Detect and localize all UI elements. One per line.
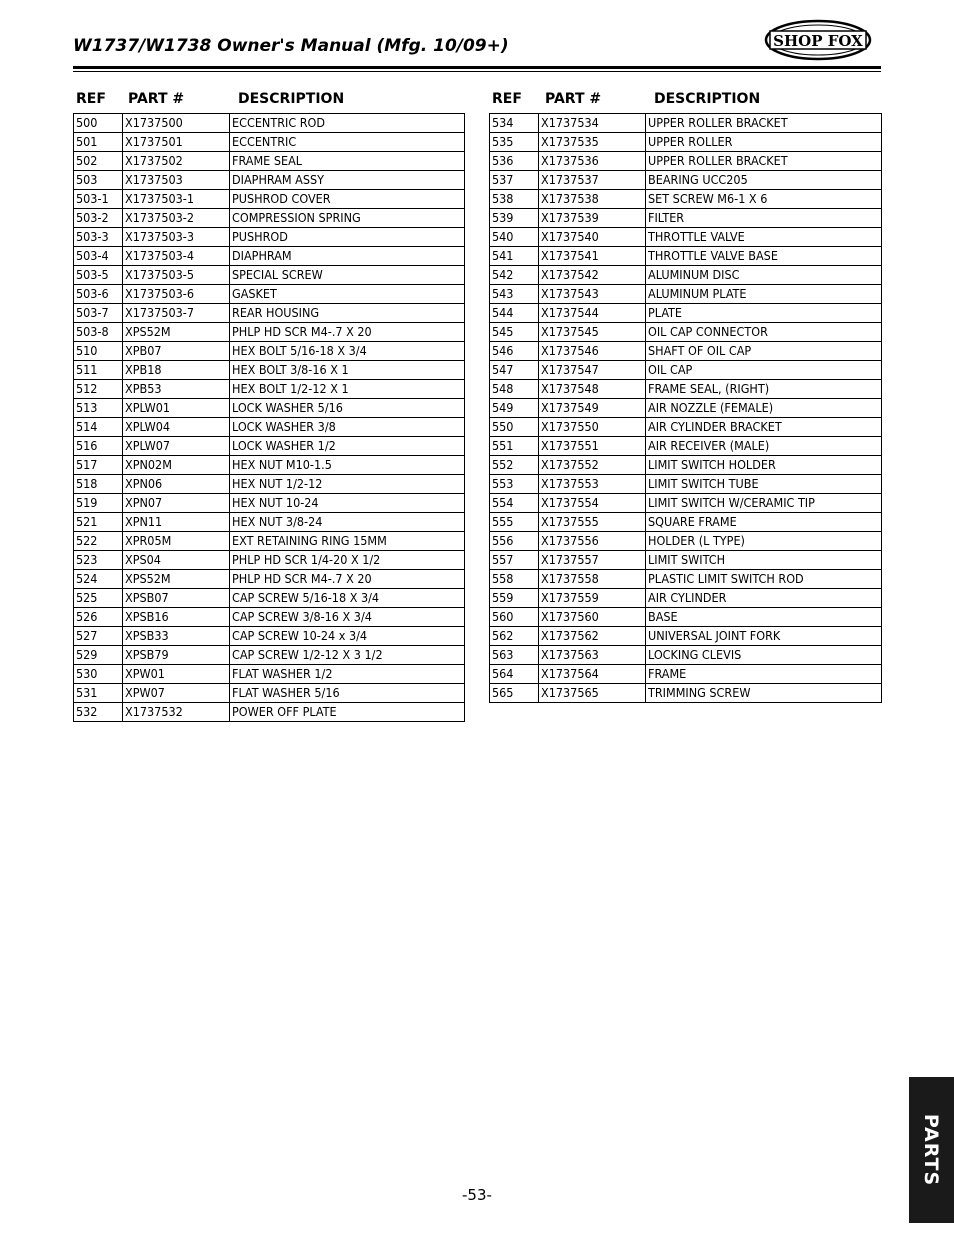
description-cell: HEX BOLT 3/8-16 X 1 — [230, 361, 465, 380]
table-row — [74, 266, 465, 285]
ref-cell: 551 — [490, 437, 539, 456]
part-number-cell: X1737563 — [539, 646, 646, 665]
table-row — [74, 684, 465, 703]
parts-table-left — [73, 90, 465, 722]
part-number-cell: X1737541 — [539, 247, 646, 266]
description-cell: HEX NUT 3/8-24 — [230, 513, 465, 532]
ref-cell: 516 — [74, 437, 123, 456]
table-row — [74, 380, 465, 399]
ref-cell: 510 — [74, 342, 123, 361]
table-row — [490, 513, 882, 532]
part-number-cell: X1737503-3 — [123, 228, 230, 247]
table-row — [490, 399, 882, 418]
description-cell: PUSHROD — [230, 228, 465, 247]
ref-cell: 524 — [74, 570, 123, 589]
table-row — [74, 608, 465, 627]
description-cell: PUSHROD COVER — [230, 190, 465, 209]
table-row — [490, 228, 882, 247]
description-cell: PHLP HD SCR M4-.7 X 20 — [230, 323, 465, 342]
section-tab — [909, 1077, 954, 1223]
description-cell: LIMIT SWITCH — [646, 551, 882, 570]
part-number-cell: X1737503-2 — [123, 209, 230, 228]
description-cell: UPPER ROLLER — [646, 133, 882, 152]
table-row — [74, 171, 465, 190]
ref-cell: 503-5 — [74, 266, 123, 285]
ref-cell: 512 — [74, 380, 123, 399]
description-cell: FRAME — [646, 665, 882, 684]
ref-cell: 503-2 — [74, 209, 123, 228]
shop-fox-logo — [764, 19, 872, 61]
parts-table-right — [489, 90, 882, 703]
description-cell: THROTTLE VALVE BASE — [646, 247, 882, 266]
description-cell: AIR CYLINDER BRACKET — [646, 418, 882, 437]
part-number-cell: X1737545 — [539, 323, 646, 342]
ref-cell: 542 — [490, 266, 539, 285]
manual-title: W1737/W1738 Owner's Manual (Mfg. 10/09+) — [73, 36, 509, 56]
description-cell: CAP SCREW 3/8-16 X 3/4 — [230, 608, 465, 627]
description-cell: REAR HOUSING — [230, 304, 465, 323]
part-number-cell: X1737560 — [539, 608, 646, 627]
part-number-cell: X1737501 — [123, 133, 230, 152]
ref-cell: 518 — [74, 475, 123, 494]
part-number-cell: XPW07 — [123, 684, 230, 703]
description-cell: ECCENTRIC — [230, 133, 465, 152]
part-number-cell: XPN06 — [123, 475, 230, 494]
ref-cell: 554 — [490, 494, 539, 513]
part-number-cell: X1737503-1 — [123, 190, 230, 209]
ref-cell: 530 — [74, 665, 123, 684]
description-cell: THROTTLE VALVE — [646, 228, 882, 247]
description-cell: CAP SCREW 1/2-12 X 3 1/2 — [230, 646, 465, 665]
table-row — [74, 437, 465, 456]
description-cell: SET SCREW M6-1 X 6 — [646, 190, 882, 209]
ref-cell: 547 — [490, 361, 539, 380]
description-cell: ECCENTRIC ROD — [230, 114, 465, 133]
table-row — [490, 589, 882, 608]
part-number-cell: XPLW07 — [123, 437, 230, 456]
description-cell: LIMIT SWITCH W/CERAMIC TIP — [646, 494, 882, 513]
part-number-cell: X1737502 — [123, 152, 230, 171]
table-row — [490, 361, 882, 380]
page-number: -53- — [462, 1186, 492, 1204]
description-cell: HEX BOLT 1/2-12 X 1 — [230, 380, 465, 399]
table-row — [74, 285, 465, 304]
table-row — [74, 513, 465, 532]
table-row — [74, 133, 465, 152]
description-cell: POWER OFF PLATE — [230, 703, 465, 722]
table-row — [490, 437, 882, 456]
ref-cell: 557 — [490, 551, 539, 570]
ref-cell: 525 — [74, 589, 123, 608]
part-number-cell: X1737548 — [539, 380, 646, 399]
table-row — [74, 646, 465, 665]
header-ref: REF — [492, 91, 522, 107]
description-cell: FRAME SEAL — [230, 152, 465, 171]
ref-cell: 503-4 — [74, 247, 123, 266]
table-row — [74, 703, 465, 722]
part-number-cell: X1737500 — [123, 114, 230, 133]
description-cell: FRAME SEAL, (RIGHT) — [646, 380, 882, 399]
table-row — [490, 418, 882, 437]
ref-cell: 558 — [490, 570, 539, 589]
table-row — [74, 361, 465, 380]
ref-cell: 523 — [74, 551, 123, 570]
table-row — [490, 532, 882, 551]
part-number-cell: X1737543 — [539, 285, 646, 304]
table-row — [490, 342, 882, 361]
description-cell: AIR CYLINDER — [646, 589, 882, 608]
ref-cell: 531 — [74, 684, 123, 703]
part-number-cell: XPN02M — [123, 456, 230, 475]
part-number-cell: X1737552 — [539, 456, 646, 475]
table-row — [490, 551, 882, 570]
table-row — [74, 209, 465, 228]
table-row — [490, 456, 882, 475]
header-part: PART # — [128, 91, 185, 107]
part-number-cell: X1737544 — [539, 304, 646, 323]
description-cell: PHLP HD SCR 1/4-20 X 1/2 — [230, 551, 465, 570]
ref-cell: 503-6 — [74, 285, 123, 304]
table-row — [74, 228, 465, 247]
description-cell: LIMIT SWITCH TUBE — [646, 475, 882, 494]
table-row — [74, 494, 465, 513]
header-description: DESCRIPTION — [654, 91, 761, 107]
description-cell: ALUMINUM PLATE — [646, 285, 882, 304]
description-cell: DIAPHRAM ASSY — [230, 171, 465, 190]
table-row — [490, 684, 882, 703]
section-tab-label: PARTS — [920, 1113, 942, 1187]
table-row — [74, 551, 465, 570]
description-cell: FLAT WASHER 5/16 — [230, 684, 465, 703]
table-row — [490, 475, 882, 494]
description-cell: PHLP HD SCR M4-.7 X 20 — [230, 570, 465, 589]
part-number-cell: X1737535 — [539, 133, 646, 152]
description-cell: DIAPHRAM — [230, 247, 465, 266]
table-row — [74, 399, 465, 418]
table-row — [490, 152, 882, 171]
part-number-cell: X1737503-7 — [123, 304, 230, 323]
table-row — [490, 570, 882, 589]
part-number-cell: X1737532 — [123, 703, 230, 722]
header-ref: REF — [76, 91, 106, 107]
table-row — [74, 532, 465, 551]
part-number-cell: X1737503-6 — [123, 285, 230, 304]
ref-cell: 522 — [74, 532, 123, 551]
ref-cell: 538 — [490, 190, 539, 209]
part-number-cell: XPS52M — [123, 570, 230, 589]
part-number-cell: X1737540 — [539, 228, 646, 247]
table-row — [490, 247, 882, 266]
part-number-cell: X1737536 — [539, 152, 646, 171]
description-cell: LOCK WASHER 1/2 — [230, 437, 465, 456]
description-cell: ALUMINUM DISC — [646, 266, 882, 285]
table-row — [490, 646, 882, 665]
parts-list-right — [489, 113, 882, 703]
table-row — [74, 323, 465, 342]
ref-cell: 543 — [490, 285, 539, 304]
table-row — [74, 190, 465, 209]
ref-cell: 537 — [490, 171, 539, 190]
table-row — [490, 608, 882, 627]
part-number-cell: X1737542 — [539, 266, 646, 285]
part-number-cell: XPW01 — [123, 665, 230, 684]
part-number-cell: XPSB79 — [123, 646, 230, 665]
ref-cell: 552 — [490, 456, 539, 475]
table-row — [74, 570, 465, 589]
part-number-cell: XPS52M — [123, 323, 230, 342]
ref-cell: 501 — [74, 133, 123, 152]
description-cell: HEX NUT M10-1.5 — [230, 456, 465, 475]
header-rule-thin — [73, 71, 881, 72]
ref-cell: 532 — [74, 703, 123, 722]
ref-cell: 514 — [74, 418, 123, 437]
ref-cell: 563 — [490, 646, 539, 665]
ref-cell: 521 — [74, 513, 123, 532]
ref-cell: 553 — [490, 475, 539, 494]
part-number-cell: X1737562 — [539, 627, 646, 646]
table-row — [490, 133, 882, 152]
table-row — [490, 171, 882, 190]
table-row — [490, 380, 882, 399]
description-cell: HEX NUT 1/2-12 — [230, 475, 465, 494]
description-cell: PLATE — [646, 304, 882, 323]
part-number-cell: X1737551 — [539, 437, 646, 456]
description-cell: SHAFT OF OIL CAP — [646, 342, 882, 361]
ref-cell: 548 — [490, 380, 539, 399]
ref-cell: 503-3 — [74, 228, 123, 247]
table-row — [74, 152, 465, 171]
ref-cell: 541 — [490, 247, 539, 266]
part-number-cell: XPLW04 — [123, 418, 230, 437]
description-cell: EXT RETAINING RING 15MM — [230, 532, 465, 551]
table-row — [74, 114, 465, 133]
part-number-cell: XPB18 — [123, 361, 230, 380]
part-number-cell: X1737557 — [539, 551, 646, 570]
description-cell: OIL CAP CONNECTOR — [646, 323, 882, 342]
ref-cell: 503-1 — [74, 190, 123, 209]
part-number-cell: X1737564 — [539, 665, 646, 684]
ref-cell: 536 — [490, 152, 539, 171]
description-cell: CAP SCREW 10-24 x 3/4 — [230, 627, 465, 646]
description-cell: AIR RECEIVER (MALE) — [646, 437, 882, 456]
part-number-cell: XPB53 — [123, 380, 230, 399]
ref-cell: 565 — [490, 684, 539, 703]
description-cell: SQUARE FRAME — [646, 513, 882, 532]
ref-cell: 549 — [490, 399, 539, 418]
ref-cell: 539 — [490, 209, 539, 228]
table-row — [490, 114, 882, 133]
table-row — [74, 456, 465, 475]
description-cell: CAP SCREW 5/16-18 X 3/4 — [230, 589, 465, 608]
part-number-cell: XPSB33 — [123, 627, 230, 646]
table-row — [74, 342, 465, 361]
ref-cell: 555 — [490, 513, 539, 532]
table-row — [490, 665, 882, 684]
description-cell: GASKET — [230, 285, 465, 304]
description-cell: PLASTIC LIMIT SWITCH ROD — [646, 570, 882, 589]
ref-cell: 550 — [490, 418, 539, 437]
ref-cell: 560 — [490, 608, 539, 627]
ref-cell: 562 — [490, 627, 539, 646]
ref-cell: 503 — [74, 171, 123, 190]
description-cell: BASE — [646, 608, 882, 627]
shop-fox-logo-graphic — [764, 19, 872, 61]
ref-cell: 519 — [74, 494, 123, 513]
description-cell: LOCKING CLEVIS — [646, 646, 882, 665]
description-cell: FLAT WASHER 1/2 — [230, 665, 465, 684]
ref-cell: 517 — [74, 456, 123, 475]
table-row — [74, 475, 465, 494]
column-headers-left — [73, 90, 465, 113]
ref-cell: 529 — [74, 646, 123, 665]
ref-cell: 500 — [74, 114, 123, 133]
table-row — [490, 190, 882, 209]
part-number-cell: XPR05M — [123, 532, 230, 551]
part-number-cell: XPLW01 — [123, 399, 230, 418]
part-number-cell: X1737503-4 — [123, 247, 230, 266]
part-number-cell: XPSB07 — [123, 589, 230, 608]
description-cell: HOLDER (L TYPE) — [646, 532, 882, 551]
logo-text: SHOP FOX — [773, 32, 863, 50]
ref-cell: 527 — [74, 627, 123, 646]
part-number-cell: X1737538 — [539, 190, 646, 209]
part-number-cell: X1737554 — [539, 494, 646, 513]
table-row — [490, 627, 882, 646]
part-number-cell: X1737556 — [539, 532, 646, 551]
ref-cell: 511 — [74, 361, 123, 380]
part-number-cell: X1737503 — [123, 171, 230, 190]
part-number-cell: X1737553 — [539, 475, 646, 494]
part-number-cell: X1737555 — [539, 513, 646, 532]
description-cell: LIMIT SWITCH HOLDER — [646, 456, 882, 475]
part-number-cell: X1737547 — [539, 361, 646, 380]
description-cell: LOCK WASHER 3/8 — [230, 418, 465, 437]
part-number-cell: X1737565 — [539, 684, 646, 703]
part-number-cell: X1737539 — [539, 209, 646, 228]
header-description: DESCRIPTION — [238, 91, 345, 107]
ref-cell: 534 — [490, 114, 539, 133]
description-cell: OIL CAP — [646, 361, 882, 380]
ref-cell: 540 — [490, 228, 539, 247]
header-rule-thick — [73, 66, 881, 69]
table-row — [490, 304, 882, 323]
table-row — [74, 665, 465, 684]
ref-cell: 559 — [490, 589, 539, 608]
description-cell: UPPER ROLLER BRACKET — [646, 152, 882, 171]
description-cell: BEARING UCC205 — [646, 171, 882, 190]
part-number-cell: X1737534 — [539, 114, 646, 133]
description-cell: AIR NOZZLE (FEMALE) — [646, 399, 882, 418]
part-number-cell: XPSB16 — [123, 608, 230, 627]
table-row — [74, 418, 465, 437]
table-row — [74, 304, 465, 323]
part-number-cell: XPB07 — [123, 342, 230, 361]
part-number-cell: X1737558 — [539, 570, 646, 589]
ref-cell: 545 — [490, 323, 539, 342]
ref-cell: 535 — [490, 133, 539, 152]
description-cell: UPPER ROLLER BRACKET — [646, 114, 882, 133]
part-number-cell: X1737537 — [539, 171, 646, 190]
part-number-cell: X1737549 — [539, 399, 646, 418]
part-number-cell: X1737550 — [539, 418, 646, 437]
column-headers-right — [489, 90, 882, 113]
table-row — [490, 285, 882, 304]
description-cell: FILTER — [646, 209, 882, 228]
ref-cell: 556 — [490, 532, 539, 551]
part-number-cell: X1737503-5 — [123, 266, 230, 285]
ref-cell: 544 — [490, 304, 539, 323]
description-cell: COMPRESSION SPRING — [230, 209, 465, 228]
ref-cell: 502 — [74, 152, 123, 171]
table-row — [74, 627, 465, 646]
description-cell: HEX NUT 10-24 — [230, 494, 465, 513]
description-cell: LOCK WASHER 5/16 — [230, 399, 465, 418]
ref-cell: 546 — [490, 342, 539, 361]
part-number-cell: XPN11 — [123, 513, 230, 532]
table-row — [74, 589, 465, 608]
table-row — [490, 323, 882, 342]
ref-cell: 526 — [74, 608, 123, 627]
table-row — [490, 494, 882, 513]
description-cell: TRIMMING SCREW — [646, 684, 882, 703]
ref-cell: 564 — [490, 665, 539, 684]
description-cell: UNIVERSAL JOINT FORK — [646, 627, 882, 646]
ref-cell: 503-7 — [74, 304, 123, 323]
table-row — [74, 247, 465, 266]
part-number-cell: X1737546 — [539, 342, 646, 361]
ref-cell: 503-8 — [74, 323, 123, 342]
description-cell: SPECIAL SCREW — [230, 266, 465, 285]
table-row — [490, 266, 882, 285]
parts-list-left — [73, 113, 465, 722]
part-number-cell: XPS04 — [123, 551, 230, 570]
description-cell: HEX BOLT 5/16-18 X 3/4 — [230, 342, 465, 361]
table-row — [490, 209, 882, 228]
ref-cell: 513 — [74, 399, 123, 418]
part-number-cell: XPN07 — [123, 494, 230, 513]
part-number-cell: X1737559 — [539, 589, 646, 608]
header-part: PART # — [545, 91, 602, 107]
